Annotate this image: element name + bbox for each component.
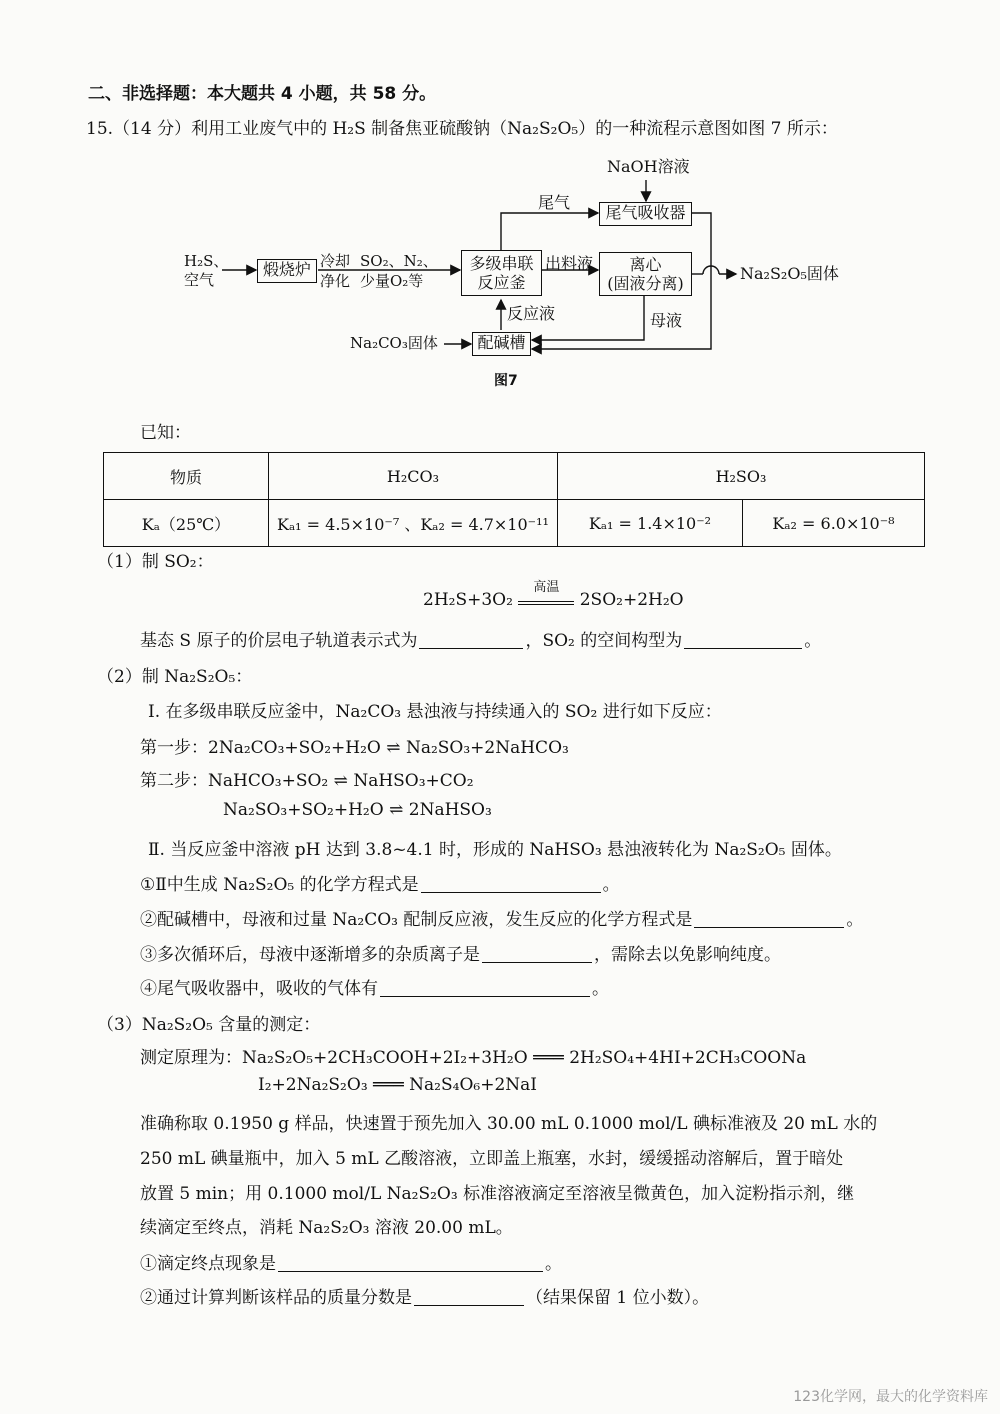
part3-q1 bbox=[140, 1249, 562, 1274]
equals-arrow: ═══ bbox=[367, 1075, 410, 1095]
equilibrium-arrow: ⇌ bbox=[380, 738, 406, 758]
p2-q1-end: 。 bbox=[602, 875, 620, 895]
part3-equation2 bbox=[258, 1075, 537, 1095]
out-liquid-label: 出料液 bbox=[545, 254, 594, 273]
part2-step-i: Ⅰ. 在多级串联反应釜中，Na₂CO₃ 悬浊液与持续通入的 SO₂ 进行如下反应： bbox=[148, 702, 722, 722]
p2-q2-end: 。 bbox=[846, 910, 864, 930]
table-cell-h2so3-ka1: Kₐ₁ = 1.4×10⁻² bbox=[558, 500, 743, 547]
part3-line2: 250 mL 碘量瓶中，加入 5 mL 乙酸溶液，立即盖上瓶塞，水封，缓缓摇动溶解后，置于暗处 bbox=[140, 1149, 844, 1169]
step3-right: 2NaHSO₃ bbox=[408, 800, 492, 820]
part2-q1 bbox=[140, 870, 620, 895]
figure-caption: 图7 bbox=[494, 373, 518, 389]
naoh-label: NaOH溶液 bbox=[607, 157, 690, 176]
table-header-substance: 物质 bbox=[104, 453, 269, 500]
product-label: Na₂S₂O₅固体 bbox=[740, 264, 839, 283]
watermark: 123化学网，最大的化学资料库 bbox=[793, 1389, 988, 1405]
part1-q-b: ，SO₂ 的空间构型为 bbox=[525, 631, 683, 651]
cool-label-2: 净化 bbox=[320, 272, 351, 290]
part2-title: （2）制 Na₂S₂O₅： bbox=[97, 667, 253, 687]
centrifuge-box bbox=[599, 252, 692, 296]
table-cell-h2co3: Kₐ₁ = 4.5×10⁻⁷ 、Kₐ₂ = 4.7×10⁻¹¹ bbox=[269, 500, 558, 547]
table-header-h2co3: H₂CO₃ bbox=[269, 453, 558, 500]
p2-q2-text: ②配碱槽中，母液和过量 Na₂CO₃ 配制反应液，发生反应的化学方程式是 bbox=[140, 910, 693, 930]
eq-right: 2SO₂+2H₂O bbox=[579, 590, 684, 610]
part2-q2 bbox=[140, 905, 863, 930]
table-header-h2so3: H₂SO₃ bbox=[558, 453, 925, 500]
answer-blank-p2q2[interactable] bbox=[694, 910, 844, 928]
principle-label: 测定原理为： bbox=[140, 1048, 242, 1068]
step2-left: NaHCO₃+SO₂ bbox=[208, 771, 329, 791]
gas-label-1: SO₂、N₂、 bbox=[360, 252, 438, 270]
reaction-liquid-label: 反应液 bbox=[507, 304, 556, 323]
part3-title: （3）Na₂S₂O₅ 含量的测定： bbox=[97, 1015, 321, 1035]
part1-question bbox=[140, 626, 821, 651]
part2-step-ii: Ⅱ. 当反应釜中溶液 pH 达到 3.8~4.1 时，形成的 NaHSO₃ 悬浊液转化为 Na₂S₂O₅ 固体。 bbox=[148, 840, 842, 860]
part1-q-end: 。 bbox=[804, 631, 822, 651]
answer-blank-p2q1[interactable] bbox=[421, 875, 601, 893]
p3-q2-text: ②通过计算判断该样品的质量分数是 bbox=[140, 1288, 412, 1308]
eq-condition-arrow bbox=[518, 580, 574, 605]
reactor-box bbox=[461, 250, 542, 296]
answer-blank-p2q3[interactable] bbox=[482, 945, 592, 963]
section-title: 二、非选择题：本大题共 4 小题，共 58 分。 bbox=[88, 84, 437, 104]
step1-left: 2Na₂CO₃+SO₂+H₂O bbox=[208, 738, 381, 758]
part3-line4: 续滴定至终点，消耗 Na₂S₂O₃ 溶液 20.00 mL。 bbox=[140, 1218, 513, 1238]
eq2-right: Na₂S₄O₆+2NaI bbox=[409, 1075, 537, 1095]
p3-q1-end: 。 bbox=[545, 1254, 562, 1274]
p3-q2-tail: （结果保留 1 位小数）。 bbox=[526, 1288, 710, 1308]
na2co3-label: Na₂CO₃固体 bbox=[350, 334, 438, 352]
step2-right: NaHSO₃+CO₂ bbox=[353, 771, 474, 791]
alkali-tank-box: 配碱槽 bbox=[472, 332, 531, 356]
part1-title: （1）制 SO₂： bbox=[97, 552, 214, 572]
step2-label: 第二步： bbox=[140, 771, 208, 791]
equilibrium-arrow: ⇌ bbox=[383, 800, 409, 820]
p2-q4-end: 。 bbox=[592, 979, 609, 999]
answer-blank-p3q1[interactable] bbox=[278, 1254, 543, 1272]
answer-blank-p3q2[interactable] bbox=[414, 1288, 524, 1306]
known-label: 已知： bbox=[140, 423, 191, 443]
question-stem: 15.（14 分）利用工业废气中的 H₂S 制备焦亚硫酸钠（Na₂S₂O₅）的一种流程示意图如图 7 所示： bbox=[86, 119, 838, 139]
p2-q1-text: ①Ⅱ中生成 Na₂S₂O₅ 的化学方程式是 bbox=[140, 875, 419, 895]
table-cell-h2so3-ka2: Kₐ₂ = 6.0×10⁻⁸ bbox=[743, 500, 925, 547]
absorber-box: 尾气吸收器 bbox=[599, 202, 692, 226]
p2-q4-text: ④尾气吸收器中，吸收的气体有 bbox=[140, 979, 378, 999]
step3-left: Na₂SO₃+SO₂+H₂O bbox=[223, 800, 384, 820]
feed-label-1: H₂S、 bbox=[184, 252, 229, 270]
answer-blank-shape[interactable] bbox=[684, 631, 802, 649]
part2-q4 bbox=[140, 974, 609, 999]
part3-line1: 准确称取 0.1950 g 样品，快速置于预先加入 30.00 mL 0.1000 mol/L 碘标准液及 20 mL 水的 bbox=[140, 1114, 878, 1134]
p3-q1-text: ①滴定终点现象是 bbox=[140, 1254, 276, 1274]
eq-left: 2H₂S+3O₂ bbox=[423, 590, 513, 610]
step1-right: Na₂SO₃+2NaHCO₃ bbox=[405, 738, 569, 758]
reactor-label-1: 多级串联 bbox=[469, 254, 534, 273]
part2-step3 bbox=[223, 800, 492, 820]
table-row-label: Kₐ（25℃） bbox=[104, 500, 269, 547]
eq1-right: 2H₂SO₄+4HI+2CH₃COONa bbox=[569, 1048, 807, 1068]
equilibrium-arrow: ⇌ bbox=[328, 771, 354, 791]
part3-line3: 放置 5 min；用 0.1000 mol/L Na₂S₂O₃ 标准溶液滴定至溶液呈微黄色，加入淀粉指示剂，继 bbox=[140, 1184, 855, 1204]
part3-q2 bbox=[140, 1283, 709, 1308]
answer-blank-p2q4[interactable] bbox=[380, 979, 590, 997]
eq-condition: 高温 bbox=[533, 580, 560, 595]
part2-q3 bbox=[140, 940, 781, 965]
part3-equation1 bbox=[140, 1043, 806, 1068]
part1-q-a: 基态 S 原子的价层电子轨道表示式为 bbox=[140, 631, 418, 651]
equals-arrow: ═══ bbox=[527, 1048, 570, 1068]
answer-blank-orbital[interactable] bbox=[419, 631, 523, 649]
centrifuge-label-1: 离心 bbox=[629, 255, 662, 274]
gas-label-2: 少量O₂等 bbox=[360, 272, 424, 290]
centrifuge-label-2: (固液分离) bbox=[607, 274, 684, 293]
part2-step1 bbox=[140, 733, 569, 758]
tail-gas-label: 尾气 bbox=[538, 193, 571, 212]
furnace-box: 煅烧炉 bbox=[257, 259, 317, 283]
arrow-tail-gas bbox=[501, 213, 598, 250]
mother-liquor-label: 母液 bbox=[650, 311, 683, 330]
reactor-label-2: 反应釜 bbox=[477, 273, 526, 292]
part2-step2 bbox=[140, 766, 474, 791]
eq2-left: I₂+2Na₂S₂O₃ bbox=[258, 1075, 368, 1095]
step1-label: 第一步： bbox=[140, 738, 208, 758]
feed-label-2: 空气 bbox=[184, 271, 215, 289]
ka-table bbox=[103, 452, 925, 547]
cool-label-1: 冷却 bbox=[320, 252, 351, 270]
p2-q3-tail: ，需除去以免影响纯度。 bbox=[594, 945, 781, 965]
part1-equation bbox=[423, 580, 684, 610]
p2-q3-text: ③多次循环后，母液中逐渐增多的杂质离子是 bbox=[140, 945, 480, 965]
eq1-left: Na₂S₂O₅+2CH₃COOH+2I₂+3H₂O bbox=[242, 1048, 528, 1068]
